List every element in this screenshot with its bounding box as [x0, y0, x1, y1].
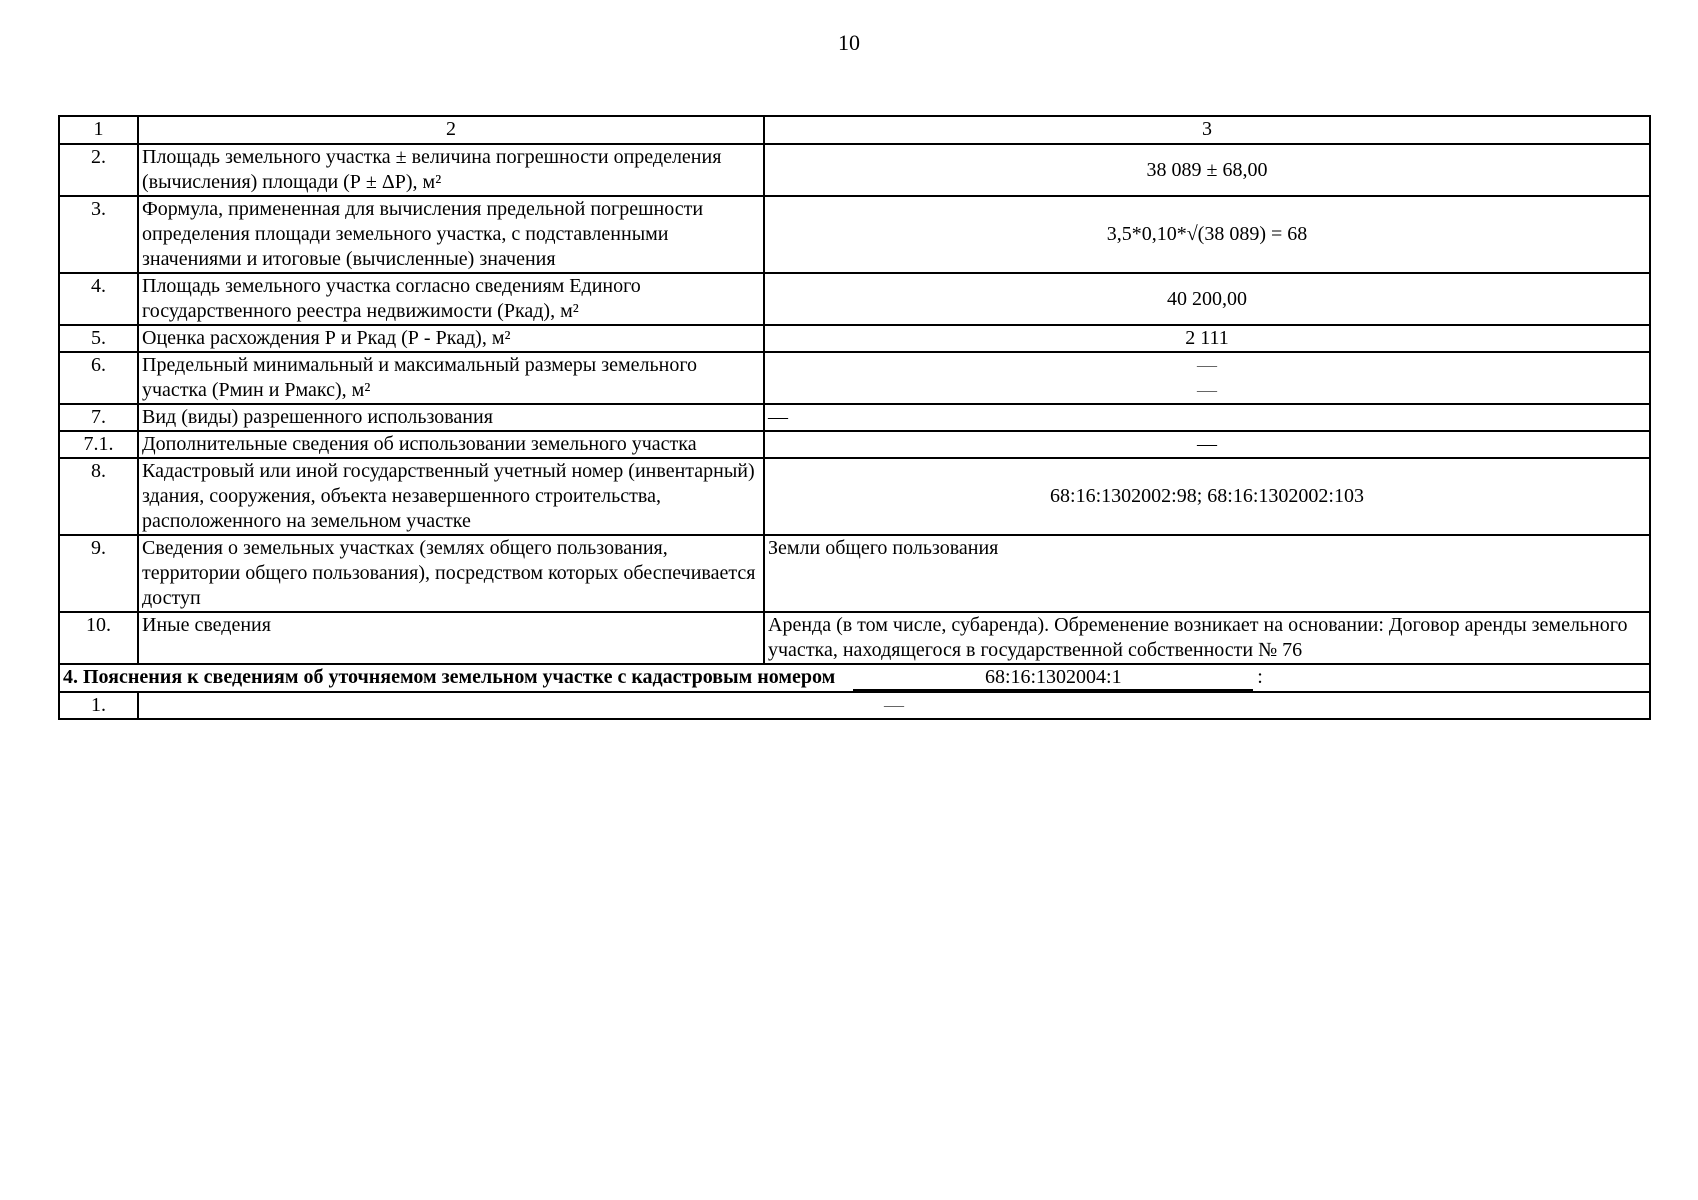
table-row — [59, 273, 1650, 325]
row-value: 3,5*0,10*√(38 089) = 68 — [764, 196, 1650, 273]
table-row — [59, 352, 1650, 404]
table-row — [59, 692, 1650, 719]
row-number: 9. — [59, 535, 138, 612]
section-4-suffix: : — [1257, 666, 1263, 688]
table-header-row — [59, 116, 1650, 144]
row-number: 6. — [59, 352, 138, 404]
row-label: Оценка расхождения Р и Ркад (Р - Ркад), м² — [138, 325, 764, 352]
row-value: Земли общего пользования — [764, 535, 1650, 612]
cadastral-number: 68:16:1302004:1 — [853, 665, 1253, 691]
row-value: — — [138, 692, 1650, 719]
table-row — [59, 196, 1650, 273]
row-label: Сведения о земельных участках (землях общего пользования, территории общего пользования), посредством которых обеспечивается доступ — [138, 535, 764, 612]
row-value-min-max — [764, 352, 1650, 404]
row-label: Площадь земельного участка ± величина погрешности определения (вычисления) площади (Р ± ΔР), м² — [138, 144, 764, 196]
row-label: Формула, примененная для вычисления предельной погрешности определения площади земельного участка, с подставленными значениями и итоговые (вычисленные) значения — [138, 196, 764, 273]
table-row — [59, 612, 1650, 664]
row-number: 5. — [59, 325, 138, 352]
max-size-value: — — [1197, 379, 1217, 401]
table-row — [59, 431, 1650, 458]
section-4-title: 4. Пояснения к сведениям об уточняемом земельном участке с кадастровым номером — [63, 666, 836, 688]
row-label: Кадастровый или иной государственный учетный номер (инвентарный) здания, сооружения, объекта незавершенного строительства, расположенного на земельном участке — [138, 458, 764, 535]
land-plot-table — [58, 115, 1651, 720]
header-col-3: 3 — [764, 116, 1650, 144]
row-number: 1. — [59, 692, 138, 719]
table-row — [59, 144, 1650, 196]
table-row — [59, 404, 1650, 431]
header-col-2: 2 — [138, 116, 764, 144]
row-number: 7. — [59, 404, 138, 431]
row-value: — — [764, 431, 1650, 458]
table-row — [59, 325, 1650, 352]
row-number: 3. — [59, 196, 138, 273]
section-4-header-row — [59, 664, 1650, 692]
row-value: — — [764, 404, 1650, 431]
row-label: Иные сведения — [138, 612, 764, 664]
row-value: 40 200,00 — [764, 273, 1650, 325]
row-number: 10. — [59, 612, 138, 664]
row-value: Аренда (в том числе, субаренда). Обременение возникает на основании: Договор аренды земельного участка, находящегося в государственной собственности № 76 — [764, 612, 1650, 664]
row-value: 2 111 — [764, 325, 1650, 352]
table-row — [59, 458, 1650, 535]
row-number: 7.1. — [59, 431, 138, 458]
page-number: 10 — [838, 30, 860, 55]
row-value: 38 089 ± 68,00 — [764, 144, 1650, 196]
min-size-value: — — [1197, 354, 1217, 376]
row-value: 68:16:1302002:98; 68:16:1302002:103 — [764, 458, 1650, 535]
row-label: Предельный минимальный и максимальный размеры земельного участка (Рмин и Рмакс), м² — [138, 352, 764, 404]
row-number: 2. — [59, 144, 138, 196]
header-col-1: 1 — [59, 116, 138, 144]
row-number: 4. — [59, 273, 138, 325]
table-row — [59, 535, 1650, 612]
row-label: Дополнительные сведения об использовании земельного участка — [138, 431, 764, 458]
section-4-header — [59, 664, 1650, 692]
row-label: Площадь земельного участка согласно сведениям Единого государственного реестра недвижимости (Ркад), м² — [138, 273, 764, 325]
row-label: Вид (виды) разрешенного использования — [138, 404, 764, 431]
row-number: 8. — [59, 458, 138, 535]
